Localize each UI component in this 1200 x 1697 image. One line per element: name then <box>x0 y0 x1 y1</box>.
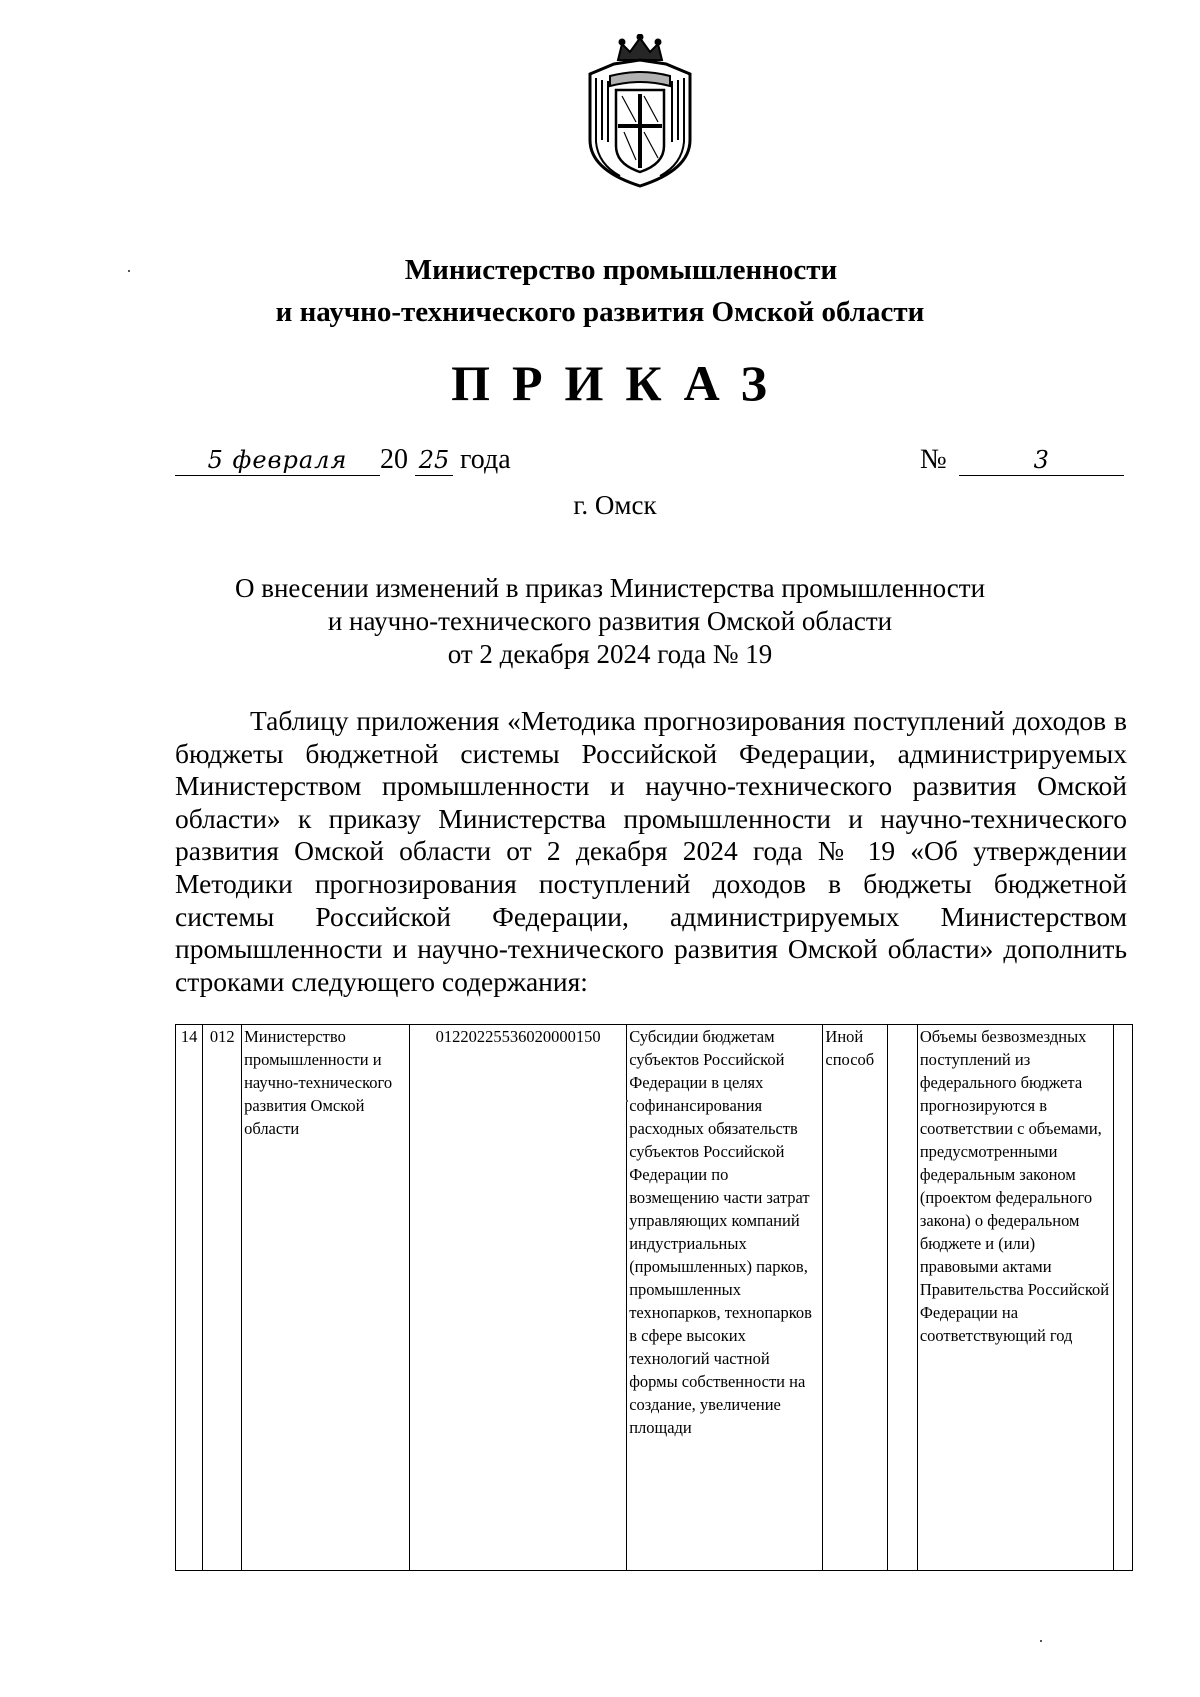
city: г. Омск <box>573 490 657 520</box>
date-day-month: 5 февраля <box>175 445 380 476</box>
extra-cell <box>1114 1025 1133 1571</box>
order-number <box>920 444 1124 476</box>
order-date <box>175 444 511 476</box>
row-number: 14 <box>176 1025 203 1571</box>
subject-line3: от 2 декабря 2024 года № 19 <box>447 639 773 669</box>
income-name: Субсидии бюджетам субъектов Российской Федерации в целях софинансирования расходных обязательств субъектов Российской Федерации по возмещению части затрат управляющих компаний индустриальных (промышленных) парков, промышленных технопарков, технопарков в сфере высоких технологий частной формы собственности на создание, увеличение площади <box>627 1025 823 1571</box>
formula-cell <box>888 1025 917 1571</box>
algorithm-description: Объемы безвозмездных поступлений из федерального бюджета прогнозируются в соответствии с объемами, предусмотренными федеральным законом (проектом федерального закона) о федеральном бюджете и (или) правовыми актами Правительства Российской Федерации на соответствующий год <box>917 1025 1113 1571</box>
scan-speck <box>128 270 130 272</box>
scan-speck <box>1040 1640 1042 1642</box>
amendment-table <box>175 1024 1133 1571</box>
coat-of-arms-icon <box>580 34 700 190</box>
subject-line2: и научно-технического развития Омской области <box>327 606 893 636</box>
scan-speck <box>626 1100 628 1102</box>
order-body-paragraph: Таблицу приложения «Методика прогнозирования поступлений доходов в бюджеты бюджетной системы Российской Федерации, администрируемых Министерством промышленности и научно-технического развития Омской области» к приказу Министерства промышленности и научно-технического развития Омской области от 2 декабря 2024 года № 19 «Об утверждении Методики прогнозирования поступлений доходов в бюджеты бюджетной системы Российской Федерации, администрируемых Министерством промышленности и научно-технического развития Омской области» дополнить строками следующего содержания: <box>175 705 1127 997</box>
order-subject <box>150 572 1070 671</box>
ministry-name-line2: и научно-технического развития Омской области <box>275 296 925 328</box>
year-prefix: 20 <box>380 444 408 475</box>
subject-line1: О внесении изменений в приказ Министерства промышленности <box>234 573 986 603</box>
year-word: года <box>460 444 511 475</box>
number-label: № <box>920 444 947 475</box>
number-value: 3 <box>959 445 1124 476</box>
year-suffix: 25 <box>415 445 453 476</box>
budget-classification-code: 01220225536020000150 <box>409 1025 626 1571</box>
admin-code: 012 <box>203 1025 242 1571</box>
ministry-name-line1: Министерство промышленности <box>404 254 838 286</box>
table-row <box>176 1025 1133 1571</box>
forecast-method: Иной способ <box>823 1025 888 1571</box>
document-type-title: ПРИКАЗ <box>451 355 789 411</box>
admin-name: Министерство промышленности и научно-технического развития Омской области <box>242 1025 410 1571</box>
